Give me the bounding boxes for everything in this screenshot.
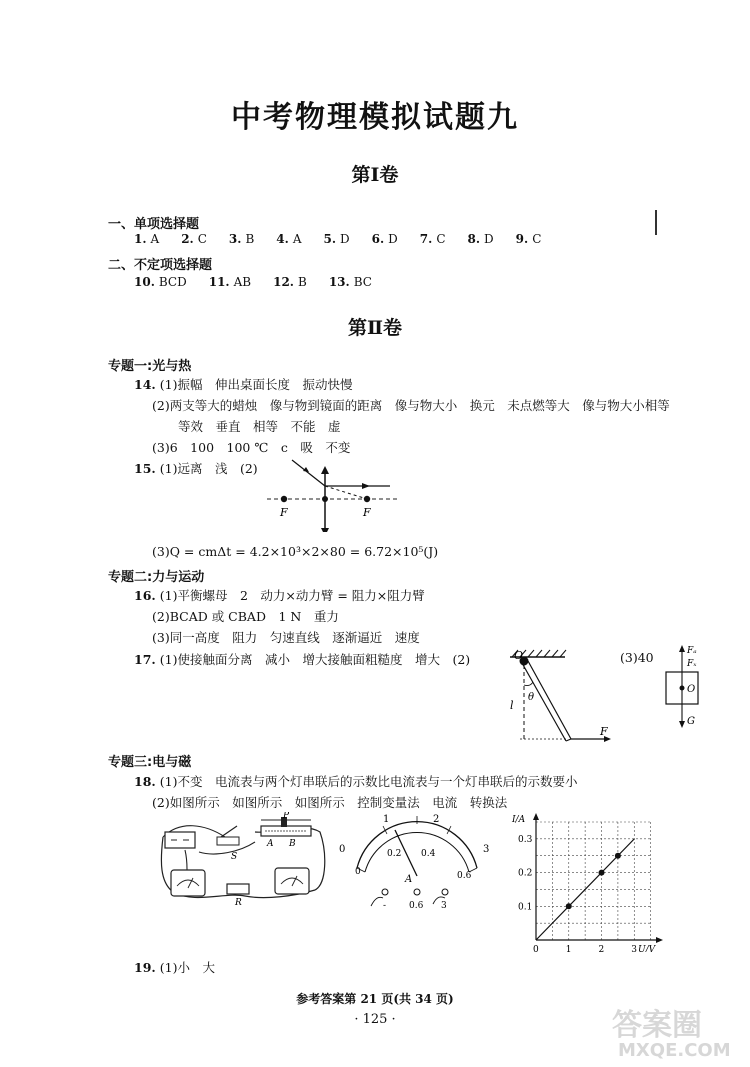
angle-label: θ	[528, 692, 535, 703]
section-multi-choice: 二、不定项选择题	[108, 258, 213, 273]
dial-label-left-0: 0	[355, 867, 361, 877]
gravity-label: G	[687, 716, 695, 727]
q16-line3: (3)同一高度 阻力 匀速直线 逐渐逼近 速度	[152, 630, 420, 645]
label-S: S	[231, 852, 238, 862]
data-point	[599, 870, 605, 876]
q15-line1	[134, 459, 258, 477]
q16-number: 16.	[134, 588, 156, 603]
terminal-06	[414, 889, 420, 895]
answer-value: C	[197, 232, 207, 246]
q17-line1	[134, 650, 470, 668]
focal-label-left: F	[280, 506, 288, 519]
watermark-logo: 答案圈	[612, 1008, 702, 1043]
x-axis-arrow	[656, 937, 663, 943]
center-label: O	[687, 684, 696, 695]
q16-line2: (2)BCAD 或 CBAD 1 N 重力	[152, 609, 339, 624]
label-P: P	[283, 812, 290, 821]
answer-number: 2.	[181, 232, 194, 246]
rod-end	[566, 739, 571, 741]
q18-line1	[134, 772, 577, 790]
q14-line2: (2)两支等大的蜡烛 像与物到镜面的距离 像与物大小 换元 未点燃等大 像与物大小相等	[152, 398, 670, 413]
q16-text1: (1)平衡螺母 2 动力×动力臂 = 阻力×阻力臂	[159, 588, 425, 603]
rod-right-edge	[528, 661, 571, 739]
block-force-diagram	[660, 642, 715, 732]
label-R: R	[235, 898, 242, 907]
multi-choice-answers	[134, 275, 394, 289]
q19-line1	[134, 958, 215, 976]
single-choice-answer	[420, 232, 446, 246]
resistor	[227, 884, 249, 894]
x-tick-3: 3	[631, 945, 638, 952]
x-tick-1: 1	[565, 945, 572, 952]
lens-bottom-arrow	[321, 528, 329, 532]
answer-value: A	[292, 232, 302, 246]
answer-number: 8.	[467, 232, 481, 246]
y-axis-label: I/A	[512, 815, 526, 825]
q15-line3: (3)Q = cmΔt = 4.2×10³×2×80 = 6.72×10⁵(J)	[152, 544, 439, 559]
multi-choice-answer	[209, 275, 251, 289]
page-number: · 125 ·	[354, 1012, 396, 1027]
q14-line3: 等效 垂直 相等 不能 虚	[178, 419, 341, 434]
single-choice-answer	[276, 232, 301, 246]
q15-number: 15.	[134, 461, 156, 476]
label-B: B	[289, 839, 296, 849]
section-single-choice: 一、单项选择题	[108, 217, 200, 232]
dial-label-2: 2	[433, 814, 440, 825]
force-a-label: Fₐ	[687, 646, 697, 656]
circuit-diagram	[155, 812, 335, 907]
iu-graph	[510, 812, 670, 952]
answer-value: BC	[353, 275, 372, 289]
ammeter-dial	[335, 810, 500, 915]
x-tick-0: 0	[533, 945, 539, 952]
terminal-label-neg: -	[383, 901, 387, 911]
upward-force-arrow	[679, 645, 685, 652]
answer-number: 10.	[134, 275, 155, 289]
single-choice-answer	[229, 232, 254, 246]
extension-line	[325, 486, 367, 499]
q14-line4: (3)6 100 100 ℃ c 吸 不变	[152, 440, 351, 455]
q15-text1: (1)远离 浅 (2)	[159, 461, 258, 476]
multi-choice-answer	[273, 275, 307, 289]
volume-2-heading: 第Ⅱ卷	[347, 317, 402, 339]
answer-value: D	[484, 232, 494, 246]
x-tick-2: 2	[598, 945, 605, 952]
dial-arc-outer	[357, 822, 477, 868]
answer-number: 11.	[208, 275, 230, 289]
refracted-arrow	[362, 483, 370, 489]
single-choice-answer	[468, 232, 494, 246]
y-axis-arrow	[533, 813, 539, 820]
multi-choice-answer	[134, 275, 187, 289]
lens-refraction-diagram	[262, 452, 402, 532]
force-x-label: Fₓ	[687, 659, 697, 669]
data-point	[566, 903, 572, 909]
answer-number: 12.	[273, 275, 294, 289]
switch	[217, 837, 239, 845]
answer-value: A	[150, 232, 160, 246]
volume-1-heading: 第Ⅰ卷	[351, 164, 399, 186]
rod-force-diagram	[500, 645, 620, 745]
answer-value: B	[298, 275, 307, 289]
label-A: A	[267, 839, 274, 849]
lead-left	[371, 897, 383, 906]
dial-unit: A	[405, 874, 413, 885]
answer-value: C	[436, 232, 446, 246]
angle-arc	[524, 682, 533, 686]
answer-value: BCD	[158, 275, 187, 289]
terminal-3	[442, 889, 448, 895]
battery	[165, 832, 195, 848]
topic1-heading: 专题一:光与热	[108, 359, 192, 374]
y-tick-01: 0.1	[518, 902, 533, 913]
gravity-arrow	[679, 721, 685, 728]
focal-point-right	[364, 496, 370, 502]
q18-number: 18.	[134, 774, 156, 789]
data-point	[615, 853, 621, 859]
ammeter-right	[275, 868, 309, 894]
single-choice-answer	[372, 232, 398, 246]
length-label: l	[510, 699, 514, 712]
answer-value: B	[245, 232, 255, 246]
answer-number: 13.	[328, 275, 350, 289]
watermark-url: MXQE.COM	[618, 1040, 731, 1061]
dial-label-02: 0.2	[387, 849, 402, 859]
answer-number: 6.	[371, 232, 385, 246]
y-tick-03: 0.3	[518, 834, 533, 845]
answer-value: D	[388, 232, 398, 246]
q16-line1	[134, 586, 425, 604]
single-choice-answer	[516, 232, 542, 246]
dial-label-06: 0.6	[457, 871, 472, 881]
dial-label-04: 0.4	[421, 849, 436, 859]
terminal-label-3: 3	[441, 901, 447, 911]
incident-ray	[292, 460, 325, 486]
single-choice-answers	[134, 232, 563, 246]
q14-text1: (1)振幅 伸出桌面长度 振动快慢	[159, 377, 353, 392]
q17-text1: (1)使接触面分离 减小 增大接触面粗糙度 增大 (2)	[159, 652, 471, 667]
answer-value: D	[340, 232, 350, 246]
q18-text1: (1)不变 电流表与两个灯串联后的示数比电流表与一个灯串联后的示数要小	[159, 774, 578, 789]
pivot-label: O	[514, 649, 524, 662]
force-label: F	[600, 725, 608, 738]
single-choice-answer	[181, 232, 207, 246]
switch-lever	[221, 826, 237, 837]
terminal-negative	[382, 889, 388, 895]
dial-label-3: 3	[483, 844, 490, 855]
answer-number: 1.	[134, 232, 147, 246]
answer-number: 9.	[515, 232, 529, 246]
q18-line2: (2)如图所示 如图所示 如图所示 控制变量法 电流 转换法	[152, 795, 508, 810]
multi-choice-answer	[329, 275, 372, 289]
q19-number: 19.	[134, 960, 156, 975]
dial-label-1: 1	[383, 814, 390, 825]
single-choice-answer	[134, 232, 159, 246]
answer-value: C	[532, 232, 542, 246]
optical-center	[322, 496, 328, 502]
page-footer: 参考答案第 21 页(共 34 页)	[296, 992, 454, 1006]
focal-label-right: F	[363, 506, 371, 519]
answer-number: 3.	[228, 232, 242, 246]
topic2-heading: 专题二:力与运动	[108, 570, 205, 585]
answer-value: AB	[233, 275, 252, 289]
focal-point-left	[281, 496, 287, 502]
x-axis-label: U/V	[638, 945, 656, 952]
answer-number: 7.	[419, 232, 433, 246]
q19-text1: (1)小 大	[159, 960, 215, 975]
ammeter-left	[171, 870, 205, 896]
margin-mark	[655, 210, 657, 235]
dial-ticks	[357, 816, 477, 872]
lens-top-arrow	[321, 466, 329, 474]
dial-arc-inner	[365, 833, 469, 872]
y-tick-02: 0.2	[518, 868, 533, 879]
answer-number: 4.	[276, 232, 289, 246]
q17-part3: (3)40	[620, 650, 654, 665]
single-choice-answer	[323, 232, 349, 246]
q14-number: 14.	[134, 377, 156, 392]
q17-number: 17.	[134, 652, 156, 667]
terminal-label-06: 0.6	[409, 901, 424, 911]
dial-label-0: 0	[339, 844, 346, 855]
page-title: 中考物理模拟试题九	[231, 100, 519, 135]
q14-line1	[134, 375, 352, 393]
answer-number: 5.	[323, 232, 337, 246]
topic3-heading: 专题三:电与磁	[108, 755, 192, 770]
